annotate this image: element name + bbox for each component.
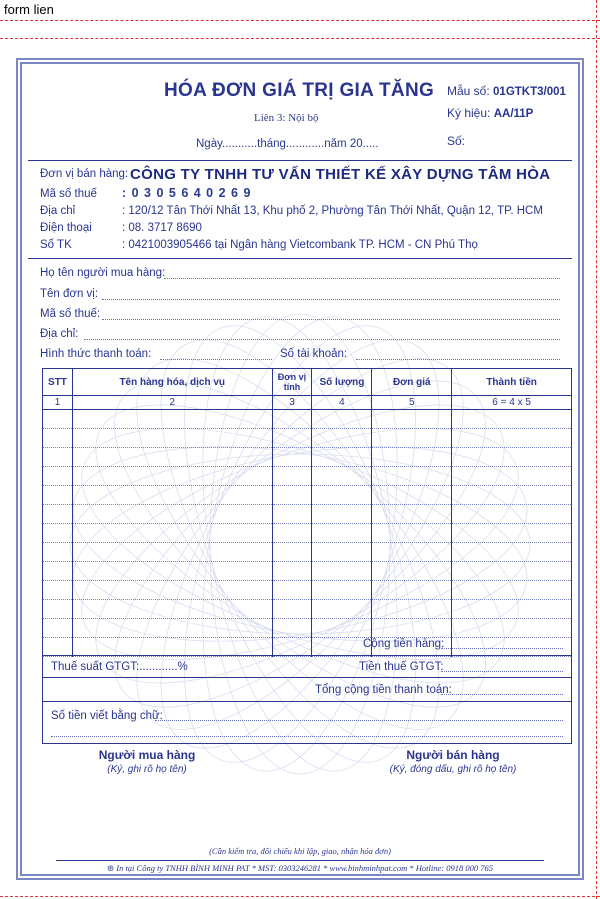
buyer-tax-label: Mã số thuế:: [40, 308, 101, 320]
in-words-line-2: [51, 736, 563, 737]
table-cell: [372, 448, 452, 467]
table-cell: [272, 543, 312, 562]
table-row: [43, 448, 572, 467]
subtotal-row: [42, 634, 572, 656]
cut-line-right: [596, 0, 597, 899]
seller-tax-label: Mã số thuế: [40, 188, 97, 200]
vat-rate-label: Thuế suất GTGT:............%: [51, 661, 188, 673]
table-cell: [72, 467, 272, 486]
table-cell: [72, 600, 272, 619]
table-cell: [43, 524, 73, 543]
invoice-number-label: Số:: [447, 134, 466, 148]
buyer-name-label: Họ tên người mua hàng:: [40, 267, 166, 279]
table-cell: [452, 486, 572, 505]
symbol-value: AA/11P: [493, 108, 534, 120]
items-table: [42, 368, 572, 657]
printer-logo-icon: ⊛: [106, 863, 115, 873]
header-stt: STT: [43, 369, 73, 396]
payment-method-line: [160, 359, 272, 360]
table-cell: [452, 505, 572, 524]
table-row: [43, 562, 572, 581]
table-cell: [43, 410, 73, 429]
table-cell: [372, 581, 452, 600]
table-cell: [43, 448, 73, 467]
table-cell: [372, 600, 452, 619]
subtotal-label: Cộng tiền hàng:: [363, 638, 445, 650]
buyer-address-label: Địa chỉ:: [40, 328, 79, 340]
table-row: [43, 581, 572, 600]
header-quantity: Số lượng: [312, 369, 372, 396]
in-words-label: Số tiền viết bằng chữ:: [51, 710, 163, 722]
form-value: 01GTKT3/001: [493, 86, 566, 98]
seller-signature-title: Người bán hàng: [406, 748, 500, 762]
col-number: 3: [272, 396, 312, 410]
seller-signature-note: (Ký, đóng dấu, ghi rõ họ tên): [389, 764, 517, 775]
form-label: Mẫu số:: [447, 84, 490, 98]
table-cell: [372, 429, 452, 448]
buyer-name-line: [164, 278, 560, 279]
header-amount: Thành tiền: [452, 369, 572, 396]
grand-total-line: [441, 694, 563, 695]
table-cell: [272, 562, 312, 581]
table-cell: [452, 581, 572, 600]
table-cell: [452, 543, 572, 562]
in-words-row: [42, 702, 572, 744]
col-number: 6 = 4 x 5: [452, 396, 572, 410]
table-cell: [72, 562, 272, 581]
table-cell: [272, 448, 312, 467]
table-cell: [372, 562, 452, 581]
buyer-signature-note: (Ký, ghi rõ họ tên): [107, 764, 187, 775]
table-header-row: [43, 369, 572, 396]
seller-phone-label: Điện thoại: [40, 222, 92, 234]
table-cell: [272, 600, 312, 619]
table-cell: [43, 486, 73, 505]
header-goods: Tên hàng hóa, dịch vụ: [72, 369, 272, 396]
table-cell: [312, 410, 372, 429]
table-cell: [452, 524, 572, 543]
table-cell: [312, 600, 372, 619]
vat-amount-line: [441, 671, 563, 672]
grand-total-row: [42, 678, 572, 702]
table-cell: [452, 562, 572, 581]
table-row: [43, 543, 572, 562]
table-cell: [452, 448, 572, 467]
table-cell: [72, 543, 272, 562]
buyer-account-line: [356, 359, 560, 360]
col-number: 5: [372, 396, 452, 410]
seller-account-label: Số TK: [40, 239, 72, 251]
table-cell: [372, 524, 452, 543]
table-cell: [72, 448, 272, 467]
table-cell: [43, 543, 73, 562]
table-cell: [272, 467, 312, 486]
header-unit-price: Đơn giá: [372, 369, 452, 396]
table-cell: [272, 505, 312, 524]
col-number: 4: [312, 396, 372, 410]
table-cell: [72, 486, 272, 505]
invoice-frame: [16, 58, 584, 880]
vat-row: [42, 656, 572, 678]
table-cell: [272, 429, 312, 448]
table-row: [43, 467, 572, 486]
table-row: [43, 410, 572, 429]
seller-name-label: Đơn vị bán hàng:: [40, 168, 129, 180]
invoice-body: [28, 68, 572, 873]
table-cell: [312, 505, 372, 524]
table-cell: [272, 581, 312, 600]
table-cell: [72, 429, 272, 448]
table-cell: [72, 524, 272, 543]
table-cell: [312, 562, 372, 581]
invoice-title: HÓA ĐƠN GIÁ TRỊ GIA TĂNG: [164, 80, 435, 101]
printer-info: [28, 863, 572, 874]
caption: form lien: [4, 2, 54, 17]
table-row: [43, 600, 572, 619]
table-number-row: [43, 396, 572, 410]
table-cell: [43, 600, 73, 619]
table-cell: [43, 505, 73, 524]
seller-tax: : 0 3 0 5 6 4 0 2 6 9: [122, 186, 252, 200]
table-cell: [372, 486, 452, 505]
table-cell: [312, 429, 372, 448]
buyer-account-label: Số tài khoản:: [280, 348, 348, 360]
table-row: [43, 486, 572, 505]
symbol-label: Ký hiệu:: [447, 106, 491, 120]
table-row: [43, 524, 572, 543]
check-note: (Cần kiểm tra, đối chiếu khi lập, giao, nhận hóa đơn): [209, 846, 391, 856]
date-line: Ngày...........tháng............năm 20.....: [196, 138, 379, 150]
table-row: [43, 429, 572, 448]
seller-account: : 0421003905466 tại Ngân hàng Vietcombank TP. HCM - CN Phú Thọ: [122, 239, 478, 251]
table-cell: [72, 581, 272, 600]
col-number: 1: [43, 396, 73, 410]
table-cell: [372, 410, 452, 429]
copy-label: Liên 3: Nội bộ: [254, 112, 319, 124]
table-cell: [452, 410, 572, 429]
table-cell: [43, 562, 73, 581]
table-cell: [272, 410, 312, 429]
in-words-line-1: [155, 720, 563, 721]
symbol: [447, 106, 533, 120]
printer-text: In tại Công ty TNHH BÌNH MINH PAT * MST: 0303246281 * www.binhminhpat.com * Hotline: 0918 000 765: [116, 863, 493, 873]
table-cell: [372, 505, 452, 524]
table-cell: [43, 581, 73, 600]
col-number: 2: [72, 396, 272, 410]
table-cell: [312, 524, 372, 543]
table-cell: [72, 410, 272, 429]
buyer-address-line: [84, 339, 560, 340]
table-cell: [272, 524, 312, 543]
header-unit: Đơn vị tính: [272, 369, 312, 396]
buyer-unit-label: Tên đơn vị:: [40, 288, 99, 300]
buyer-signature-title: Người mua hàng: [98, 748, 196, 762]
divider-seller: [28, 258, 572, 259]
table-cell: [312, 543, 372, 562]
table-cell: [452, 467, 572, 486]
buyer-unit-line: [102, 299, 560, 300]
form-number: [447, 84, 566, 98]
table-cell: [452, 600, 572, 619]
seller-name: CÔNG TY TNHH TƯ VẤN THIẾT KẾ XÂY DỰNG TÂM HÒA: [130, 166, 551, 183]
table-cell: [312, 581, 372, 600]
table-cell: [43, 467, 73, 486]
table-cell: [72, 505, 272, 524]
table-row: [43, 505, 572, 524]
table-cell: [372, 467, 452, 486]
table-cell: [452, 429, 572, 448]
cut-line-top-2: [0, 38, 600, 39]
divider-footer: [56, 860, 544, 861]
table-cell: [372, 543, 452, 562]
table-cell: [43, 429, 73, 448]
seller-address: : 120/12 Tân Thới Nhất 13, Khu phố 2, Phường Tân Thới Nhất, Quận 12, TP. HCM: [122, 205, 543, 217]
cut-line-bottom: [0, 896, 600, 897]
payment-method-label: Hình thức thanh toán:: [40, 348, 152, 360]
seller-phone: : 08. 3717 8690: [122, 222, 202, 234]
grand-total-label: Tổng cộng tiền thanh toán:: [315, 684, 452, 696]
table-cell: [312, 448, 372, 467]
divider-header: [28, 160, 572, 161]
seller-address-label: Địa chỉ: [40, 205, 76, 217]
table-cell: [272, 486, 312, 505]
subtotal-line: [441, 648, 563, 649]
buyer-tax-line: [102, 319, 560, 320]
cut-line-top: [0, 20, 600, 21]
vat-amount-label: Tiền thuế GTGT:: [359, 661, 444, 673]
table-cell: [312, 467, 372, 486]
table-cell: [312, 486, 372, 505]
